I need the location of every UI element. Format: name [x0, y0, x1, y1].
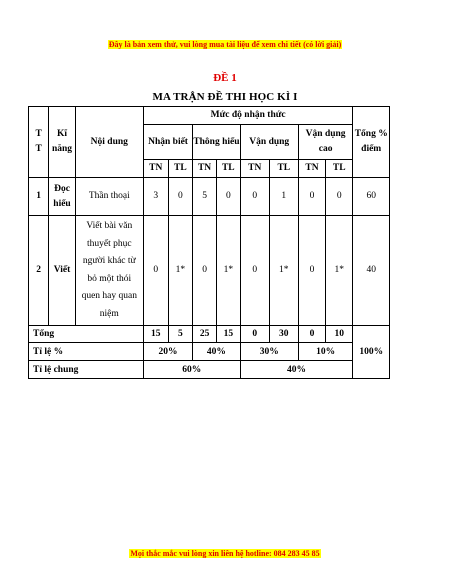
- row-value: 0: [193, 216, 217, 326]
- header-sub: TL: [216, 160, 240, 178]
- header-sub: TL: [269, 160, 298, 178]
- header-tong: Tổng % điểm: [353, 107, 390, 178]
- tong-value: 15: [143, 326, 168, 343]
- table-row: [29, 216, 390, 326]
- row-total: 40: [353, 216, 390, 326]
- tong-value: 15: [216, 326, 240, 343]
- header-noi-dung: Nội dung: [75, 107, 143, 178]
- header-sub: TN: [143, 160, 168, 178]
- header-level-4: Vận dụng cao: [298, 125, 353, 160]
- row-value: 1*: [326, 216, 353, 326]
- ti-le-chung-value: 60%: [143, 361, 240, 379]
- tong-value: 0: [298, 326, 325, 343]
- row-stt: 2: [29, 216, 49, 326]
- row-value: 3: [143, 178, 168, 216]
- tong-value: 0: [240, 326, 269, 343]
- ti-le-row: [29, 343, 390, 361]
- grand-total: 100%: [353, 326, 390, 379]
- bottom-notice-banner: [0, 549, 450, 558]
- exam-matrix-table: [28, 106, 390, 379]
- header-level-3: Vận dụng: [240, 125, 298, 160]
- ti-le-value: 20%: [143, 343, 192, 361]
- exam-label: ĐỀ 1: [213, 72, 237, 84]
- header-sub: TN: [298, 160, 325, 178]
- header-sub: TL: [168, 160, 193, 178]
- bottom-notice-text: Mọi thắc mắc vui lòng xin liên hệ hotline: 084 283 45 85: [130, 549, 320, 558]
- page-title: MA TRẬN ĐỀ THI HỌC KÌ I: [152, 91, 298, 103]
- row-skill: Đọc hiểu: [49, 178, 75, 216]
- header-level-2: Thông hiểu: [193, 125, 241, 160]
- tong-label: Tổng: [29, 326, 144, 343]
- row-value: 0: [240, 216, 269, 326]
- header-sub: TL: [326, 160, 353, 178]
- row-skill: Viết: [49, 216, 75, 326]
- tong-value: 5: [168, 326, 193, 343]
- ti-le-value: 30%: [240, 343, 298, 361]
- row-content: Thần thoại: [75, 178, 143, 216]
- row-value: 0: [216, 178, 240, 216]
- ti-le-value: 40%: [193, 343, 241, 361]
- row-value: 0: [240, 178, 269, 216]
- ti-le-chung-value: 40%: [240, 361, 353, 379]
- ti-le-chung-row: [29, 361, 390, 379]
- top-notice-banner: [0, 40, 450, 49]
- table-row: [29, 178, 390, 216]
- row-value: 1*: [269, 216, 298, 326]
- tong-value: 25: [193, 326, 217, 343]
- header-sub: TN: [240, 160, 269, 178]
- tong-value: 30: [269, 326, 298, 343]
- ti-le-label: Tỉ lệ %: [29, 343, 144, 361]
- row-value: 0: [326, 178, 353, 216]
- header-sub: TN: [193, 160, 217, 178]
- row-total: 60: [353, 178, 390, 216]
- header-tt: T T: [29, 107, 49, 178]
- header-muc-do: Mức độ nhận thức: [143, 107, 353, 125]
- row-value: 0: [298, 178, 325, 216]
- row-content: Viết bài văn thuyết phục người khác từ bỏ một thói quen hay quan niệm: [75, 216, 143, 326]
- tong-value: 10: [326, 326, 353, 343]
- row-value: 0: [143, 216, 168, 326]
- header-ki-nang: Kĩ năng: [49, 107, 75, 178]
- row-value: 1*: [168, 216, 193, 326]
- top-notice-text: Đây là bản xem thử, vui lòng mua tài liệu để xem chi tiết (có lời giải): [108, 40, 342, 49]
- header-level-1: Nhận biết: [143, 125, 192, 160]
- row-value: 0: [298, 216, 325, 326]
- row-value: 1*: [216, 216, 240, 326]
- tong-row: [29, 326, 390, 343]
- row-value: 5: [193, 178, 217, 216]
- ti-le-value: 10%: [298, 343, 353, 361]
- row-value: 1: [269, 178, 298, 216]
- ti-le-chung-label: Tỉ lệ chung: [29, 361, 144, 379]
- row-stt: 1: [29, 178, 49, 216]
- row-value: 0: [168, 178, 193, 216]
